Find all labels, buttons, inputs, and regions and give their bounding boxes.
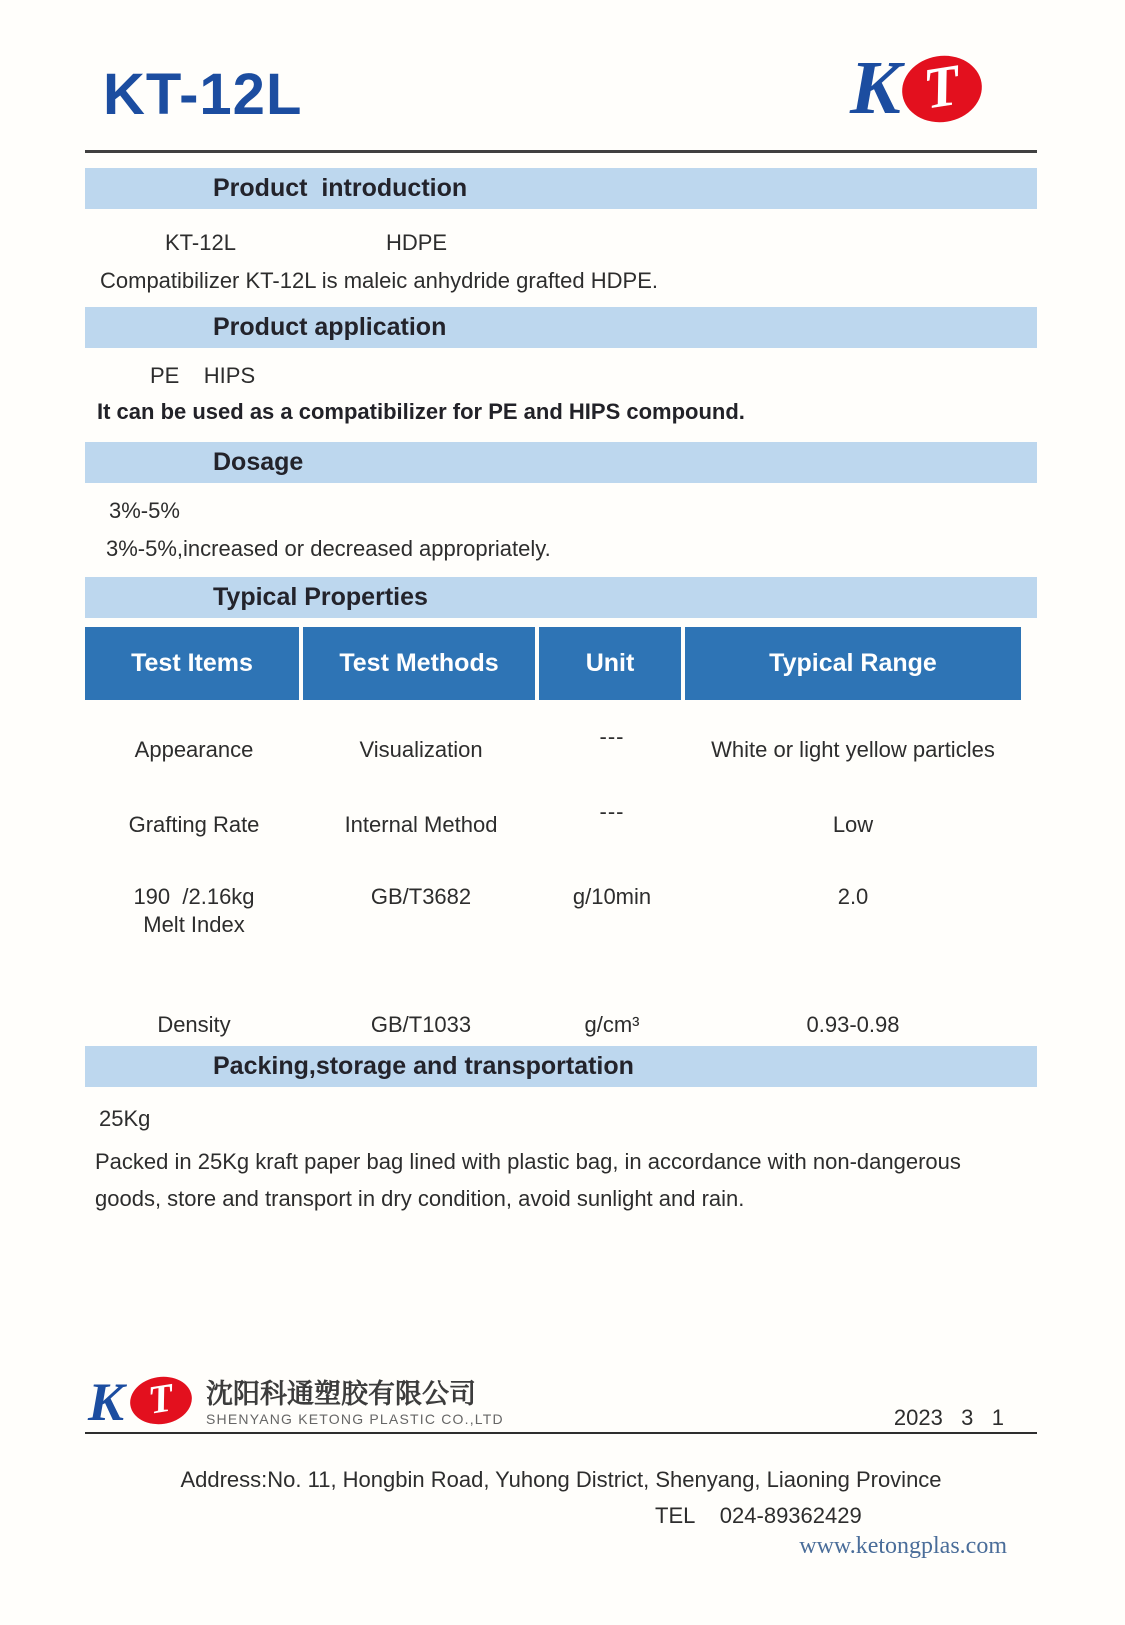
cell-range: Low: [832, 812, 874, 837]
section-heading-introduction: [85, 168, 1037, 209]
no-unit-dashes: ---: [599, 799, 625, 824]
cell-method: GB/T3682: [370, 884, 472, 909]
cell-item: Grafting Rate: [128, 812, 260, 837]
section-heading-dosage: [85, 442, 1037, 483]
table-header-row: [85, 627, 1021, 700]
application-line-1: PE HIPS: [150, 363, 256, 388]
section-heading-label: Packing,storage and transportation: [213, 1052, 634, 1080]
cell-range: 0.93-0.98: [806, 1011, 900, 1037]
cell-range: White or light yellow particles: [711, 737, 995, 762]
footer-brand: [85, 1372, 1037, 1432]
typical-properties-table: [85, 627, 1021, 1046]
packing-line-1: 25Kg: [99, 1106, 151, 1131]
column-header-unit: Unit: [539, 627, 685, 700]
column-header-test-items: Test Items: [85, 627, 303, 700]
cell-item: [85, 850, 303, 1003]
packing-line-2: Packed in 25Kg kraft paper bag lined with plastic bag, in accordance with non-dangerous goods, store and transport in dry condition, avoid sunlight and rain.: [95, 1149, 961, 1211]
section-heading-application: [85, 307, 1037, 348]
column-header-test-methods: Test Methods: [303, 627, 539, 700]
section-heading-label: Typical Properties: [213, 583, 428, 611]
kt-logo-icon: [850, 46, 982, 130]
cell-range: 2.0: [837, 884, 869, 909]
logo-letter-k: K: [850, 46, 901, 130]
page-content: [85, 0, 1037, 1217]
introduction-line-1: [85, 229, 1037, 257]
logo-letter-t: T: [145, 1374, 177, 1423]
kt-logo-small-icon: [88, 1372, 192, 1432]
dosage-line-2: 3%-5%,increased or decreased appropriately.: [106, 536, 551, 561]
table-row: [85, 700, 1021, 800]
company-website-link[interactable]: www.ketongplas.com: [799, 1533, 1007, 1559]
section-heading-packing: [85, 1046, 1037, 1087]
cell-item: Density: [157, 1011, 231, 1037]
section-heading-label: Product application: [213, 313, 447, 341]
table-row: [85, 800, 1021, 850]
cell-method: GB/T1033: [370, 1011, 472, 1037]
footer: [85, 1372, 1037, 1559]
cell-unit: g/10min: [572, 884, 652, 909]
header: [85, 0, 1037, 153]
company-name-block: [206, 1375, 504, 1427]
table-row: [85, 1003, 1021, 1046]
logo-red-ellipse: [127, 1372, 196, 1428]
intro-base-resin: HDPE: [385, 230, 448, 255]
dosage-line-1: 3%-5%: [109, 498, 180, 523]
company-address: Address:No. 11, Hongbin Road, Yuhong District, Shenyang, Liaoning Province: [180, 1467, 942, 1492]
company-name-chinese: 沈阳科通塑胶有限公司: [206, 1379, 476, 1409]
cell-unit: g/cm³: [584, 1011, 640, 1037]
no-unit-dashes: ---: [599, 724, 625, 749]
footer-divider: [85, 1432, 1037, 1434]
column-header-typical-range: Typical Range: [685, 627, 1021, 700]
cell-method: Visualization: [359, 737, 483, 762]
introduction-line-2: Compatibilizer KT-12L is maleic anhydride grafted HDPE.: [100, 268, 658, 293]
melt-index-label: Melt Index: [143, 912, 245, 937]
cell-unit: [539, 800, 685, 850]
section-heading-label: Dosage: [213, 448, 304, 476]
logo-letter-t: T: [918, 51, 965, 121]
company-telephone: TEL 024-89362429: [655, 1503, 862, 1528]
intro-product-code: KT-12L: [165, 230, 236, 255]
section-heading-typical-properties: [85, 577, 1037, 618]
logo-red-ellipse: [897, 50, 986, 128]
company-name-english: SHENYANG KETONG PLASTIC CO.,LTD: [206, 1411, 504, 1427]
melt-index-condition: 190 /2.16kg: [133, 884, 255, 909]
logo-letter-k: K: [88, 1372, 125, 1432]
table-row: [85, 850, 1021, 1003]
section-heading-label: Product introduction: [213, 174, 468, 202]
cell-method: Internal Method: [344, 812, 498, 837]
page-title: KT-12L: [103, 62, 303, 127]
cell-unit: [539, 700, 685, 800]
cell-item: Appearance: [134, 737, 254, 762]
document-date: 2023 3 1: [893, 1405, 1004, 1430]
application-line-2: It can be used as a compatibilizer for PE and HIPS compound.: [97, 399, 745, 424]
